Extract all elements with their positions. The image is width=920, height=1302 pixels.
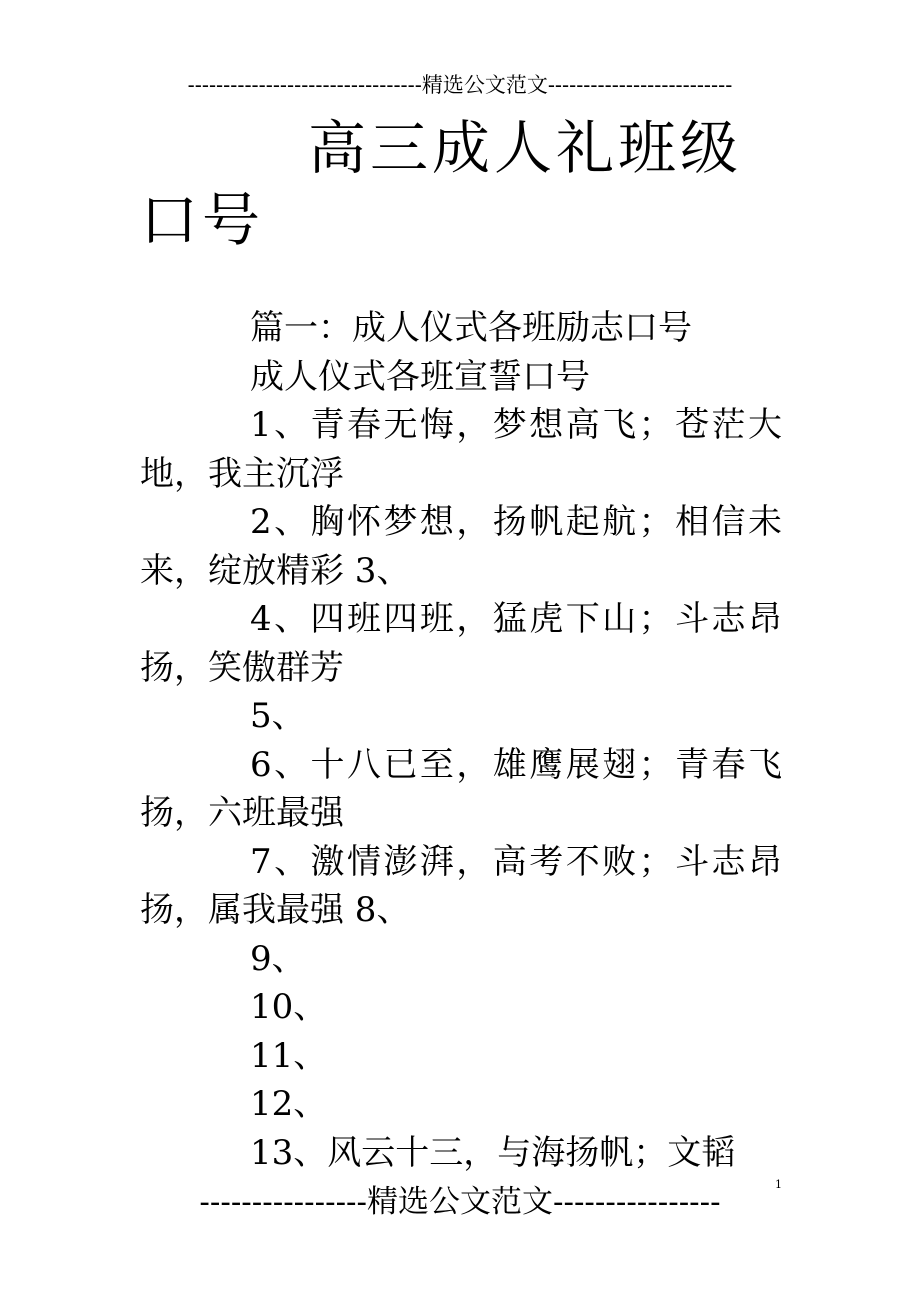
paragraph: 4、四班四班，猛虎下山；斗志昂扬，笑傲群芳 [140,599,782,688]
page-number: 1 [775,1178,782,1191]
paragraph: 成人仪式各班宣誓口号 [250,356,590,397]
paragraph: 1、青春无悔，梦想高飞；苍茫大地，我主沉浮 [140,405,782,494]
paragraph: 11、 [250,1035,328,1076]
paragraph: 6、十八已至，雄鹰展翅；青春飞扬，六班最强 [140,744,782,833]
paragraph: 10、 [250,987,328,1027]
paragraph: 5、 [250,696,306,736]
paragraph: 2、胸怀梦想，扬帆起航；相信未来，绽放精彩 3、 [140,502,782,591]
page-header: ---------------------------------精选公文范文-------------------------- [187,73,733,97]
paragraph: 篇一：成人仪式各班励志口号 [250,308,692,348]
document-body [140,304,782,1177]
paragraph: 13、风云十三，与海扬帆；文韬 [250,1132,736,1173]
document-title: 高三成人礼班级口号 [140,114,743,254]
paragraph: 9、 [250,938,306,979]
paragraph: 12、 [250,1084,328,1124]
paragraph: 7、激情澎湃，高考不败；斗志昂扬，属我最强 8、 [140,841,782,930]
page-footer: ----------------精选公文范文---------------- [199,1184,721,1220]
